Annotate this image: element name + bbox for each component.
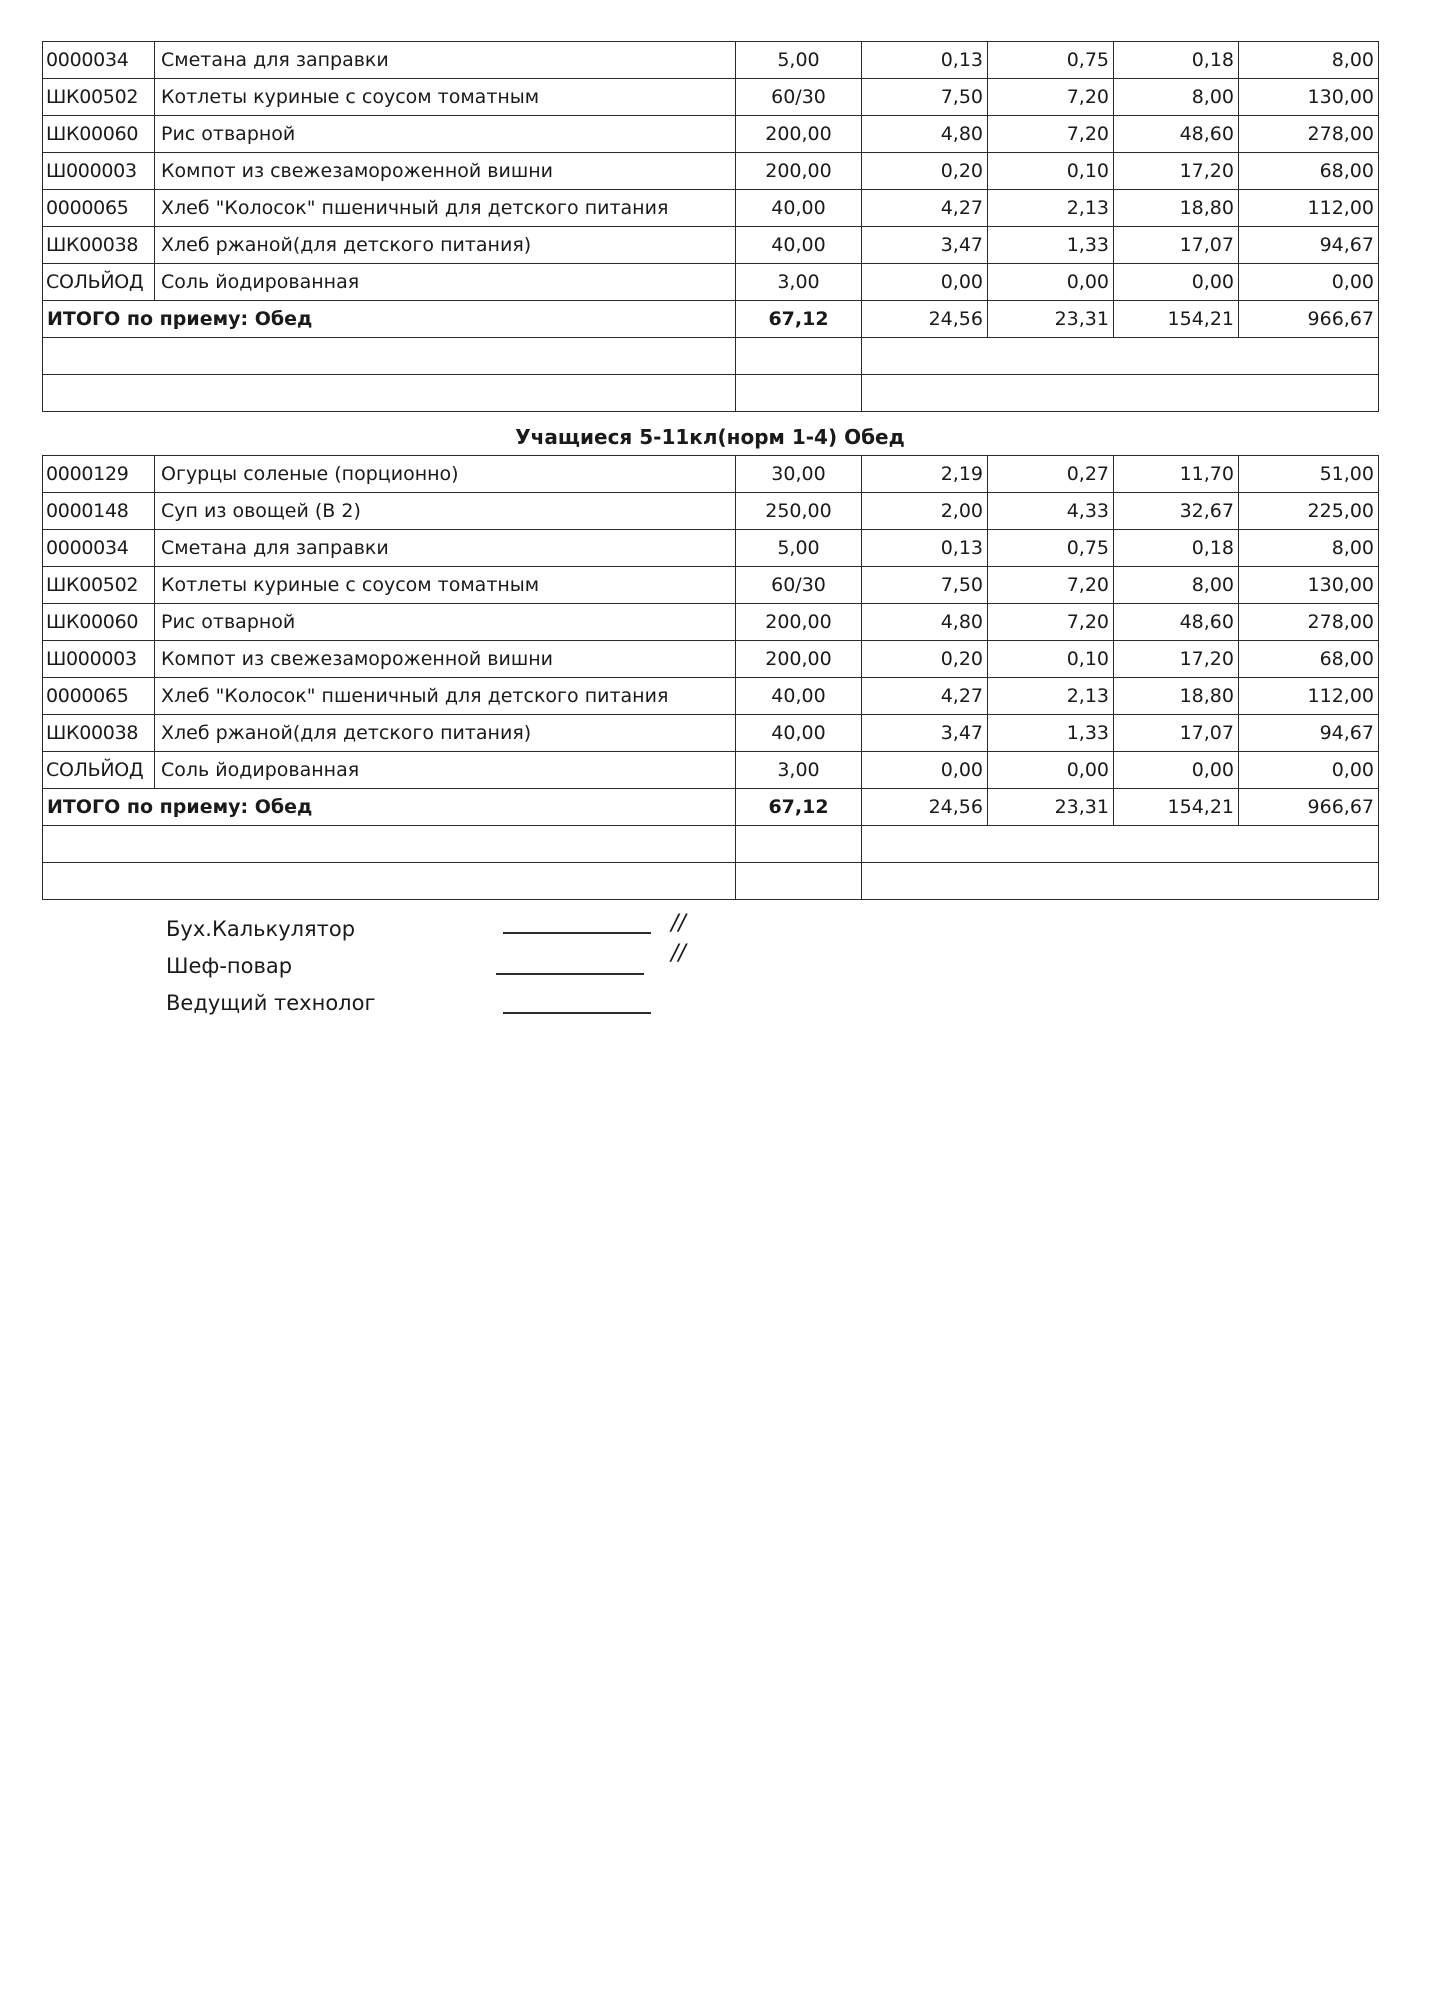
empty-row — [43, 375, 1379, 412]
empty-row — [43, 338, 1379, 375]
table-row — [43, 604, 1379, 641]
dish-name: Хлеб "Колосок" пшеничный для детского питания — [155, 678, 736, 715]
dish-fat: 2,13 — [988, 678, 1114, 715]
table-row — [43, 264, 1379, 301]
dish-yield: 40,00 — [736, 715, 862, 752]
dish-fat: 7,20 — [988, 79, 1114, 116]
dish-yield: 5,00 — [736, 530, 862, 567]
dish-carbs: 18,80 — [1114, 190, 1239, 227]
empty-cell — [736, 375, 862, 412]
dish-carbs: 0,18 — [1114, 42, 1239, 79]
dish-code: ШК00502 — [43, 567, 155, 604]
total-fat: 23,31 — [988, 301, 1114, 338]
signature-block — [166, 912, 726, 1023]
empty-cell — [736, 826, 862, 863]
dish-code: 0000148 — [43, 493, 155, 530]
dish-fat: 0,75 — [988, 42, 1114, 79]
empty-cell — [862, 863, 1379, 900]
dish-kcal: 8,00 — [1239, 530, 1379, 567]
dish-fat: 0,00 — [988, 752, 1114, 789]
dish-name: Огурцы соленые (порционно) — [155, 456, 736, 493]
table-row — [43, 530, 1379, 567]
dish-code: ШК00502 — [43, 79, 155, 116]
dish-protein: 4,27 — [862, 190, 988, 227]
dish-code: СОЛЬЙОД — [43, 264, 155, 301]
dish-code: 0000034 — [43, 530, 155, 567]
total-label: ИТОГО по приему: Обед — [43, 789, 736, 826]
dish-name: Хлеб ржаной(для детского питания) — [155, 715, 736, 752]
dish-carbs: 17,20 — [1114, 641, 1239, 678]
dish-name: Рис отварной — [155, 116, 736, 153]
empty-cell — [43, 375, 736, 412]
total-protein: 24,56 — [862, 301, 988, 338]
dish-kcal: 112,00 — [1239, 190, 1379, 227]
signature-line — [496, 973, 644, 975]
dish-kcal: 8,00 — [1239, 42, 1379, 79]
dish-name: Котлеты куриные с соусом томатным — [155, 567, 736, 604]
dish-fat: 0,10 — [988, 153, 1114, 190]
dish-protein: 3,47 — [862, 227, 988, 264]
dish-protein: 2,19 — [862, 456, 988, 493]
table-row — [43, 116, 1379, 153]
empty-row — [43, 863, 1379, 900]
dish-protein: 7,50 — [862, 567, 988, 604]
dish-code: СОЛЬЙОД — [43, 752, 155, 789]
menu-table-lunch-1 — [42, 41, 1379, 412]
dish-carbs: 17,07 — [1114, 715, 1239, 752]
total-kcal: 966,67 — [1239, 301, 1379, 338]
empty-cell — [736, 338, 862, 375]
dish-name: Рис отварной — [155, 604, 736, 641]
total-label: ИТОГО по приему: Обед — [43, 301, 736, 338]
signature-row-chef — [166, 941, 726, 986]
dish-protein: 4,80 — [862, 116, 988, 153]
table-row — [43, 567, 1379, 604]
dish-yield: 200,00 — [736, 604, 862, 641]
dish-fat: 7,20 — [988, 567, 1114, 604]
dish-name: Суп из овощей (В 2) — [155, 493, 736, 530]
total-row — [43, 789, 1379, 826]
dish-code: ШК00038 — [43, 715, 155, 752]
total-row — [43, 301, 1379, 338]
dish-protein: 0,20 — [862, 153, 988, 190]
dish-yield: 200,00 — [736, 116, 862, 153]
dish-protein: 0,00 — [862, 752, 988, 789]
dish-yield: 200,00 — [736, 641, 862, 678]
signature-label: Шеф-повар — [166, 954, 293, 978]
total-carbs: 154,21 — [1114, 789, 1239, 826]
dish-protein: 2,00 — [862, 493, 988, 530]
dish-carbs: 0,18 — [1114, 530, 1239, 567]
dish-name: Котлеты куриные с соусом томатным — [155, 79, 736, 116]
dish-protein: 0,20 — [862, 641, 988, 678]
signature-label: Бух.Калькулятор — [166, 917, 356, 941]
dish-fat: 0,10 — [988, 641, 1114, 678]
dish-yield: 60/30 — [736, 79, 862, 116]
dish-name: Сметана для заправки — [155, 530, 736, 567]
dish-kcal: 225,00 — [1239, 493, 1379, 530]
dish-fat: 2,13 — [988, 190, 1114, 227]
dish-carbs: 0,00 — [1114, 264, 1239, 301]
total-fat: 23,31 — [988, 789, 1114, 826]
dish-kcal: 68,00 — [1239, 641, 1379, 678]
total-protein: 24,56 — [862, 789, 988, 826]
dish-code: ШК00060 — [43, 604, 155, 641]
dish-yield: 250,00 — [736, 493, 862, 530]
dish-code: 0000034 — [43, 42, 155, 79]
dish-carbs: 18,80 — [1114, 678, 1239, 715]
dish-carbs: 17,20 — [1114, 153, 1239, 190]
dish-yield: 5,00 — [736, 42, 862, 79]
menu-table-lunch-2 — [42, 455, 1379, 900]
dish-yield: 40,00 — [736, 227, 862, 264]
dish-yield: 3,00 — [736, 752, 862, 789]
dish-carbs: 48,60 — [1114, 116, 1239, 153]
dish-carbs: 8,00 — [1114, 567, 1239, 604]
table-row — [43, 641, 1379, 678]
empty-cell — [862, 375, 1379, 412]
dish-code: Ш000003 — [43, 153, 155, 190]
empty-cell — [43, 863, 736, 900]
dish-protein: 0,13 — [862, 530, 988, 567]
dish-protein: 4,80 — [862, 604, 988, 641]
table-row — [43, 153, 1379, 190]
dish-fat: 0,27 — [988, 456, 1114, 493]
dish-name: Хлеб ржаной(для детского питания) — [155, 227, 736, 264]
signature-mark: // — [671, 911, 686, 936]
dish-kcal: 278,00 — [1239, 116, 1379, 153]
total-kcal: 966,67 — [1239, 789, 1379, 826]
signature-row-accountant — [166, 912, 726, 949]
dish-yield: 60/30 — [736, 567, 862, 604]
total-yield: 67,12 — [736, 789, 862, 826]
dish-kcal: 0,00 — [1239, 752, 1379, 789]
dish-code: Ш000003 — [43, 641, 155, 678]
dish-fat: 7,20 — [988, 604, 1114, 641]
dish-code: ШК00060 — [43, 116, 155, 153]
dish-carbs: 32,67 — [1114, 493, 1239, 530]
table-row — [43, 678, 1379, 715]
dish-carbs: 8,00 — [1114, 79, 1239, 116]
dish-code: ШК00038 — [43, 227, 155, 264]
dish-kcal: 94,67 — [1239, 227, 1379, 264]
signature-label: Ведущий технолог — [166, 991, 376, 1015]
dish-protein: 7,50 — [862, 79, 988, 116]
dish-code: 0000065 — [43, 678, 155, 715]
dish-name: Компот из свежезамороженной вишни — [155, 153, 736, 190]
dish-carbs: 17,07 — [1114, 227, 1239, 264]
dish-carbs: 0,00 — [1114, 752, 1239, 789]
empty-cell — [736, 863, 862, 900]
dish-kcal: 94,67 — [1239, 715, 1379, 752]
dish-kcal: 0,00 — [1239, 264, 1379, 301]
dish-kcal: 130,00 — [1239, 79, 1379, 116]
signature-row-technologist — [166, 986, 726, 1023]
table-row — [43, 493, 1379, 530]
dish-name: Соль йодированная — [155, 752, 736, 789]
dish-carbs: 48,60 — [1114, 604, 1239, 641]
dish-yield: 40,00 — [736, 678, 862, 715]
dish-protein: 0,00 — [862, 264, 988, 301]
signature-line — [503, 932, 651, 934]
dish-kcal: 68,00 — [1239, 153, 1379, 190]
dish-fat: 4,33 — [988, 493, 1114, 530]
table-row — [43, 715, 1379, 752]
dish-fat: 0,00 — [988, 264, 1114, 301]
total-yield: 67,12 — [736, 301, 862, 338]
dish-fat: 1,33 — [988, 227, 1114, 264]
dish-carbs: 11,70 — [1114, 456, 1239, 493]
table-row — [43, 752, 1379, 789]
dish-protein: 3,47 — [862, 715, 988, 752]
dish-kcal: 51,00 — [1239, 456, 1379, 493]
empty-row — [43, 826, 1379, 863]
table-row — [43, 42, 1379, 79]
dish-yield: 200,00 — [736, 153, 862, 190]
total-carbs: 154,21 — [1114, 301, 1239, 338]
empty-cell — [43, 338, 736, 375]
dish-name: Хлеб "Колосок" пшеничный для детского питания — [155, 190, 736, 227]
dish-name: Компот из свежезамороженной вишни — [155, 641, 736, 678]
table-row — [43, 190, 1379, 227]
dish-fat: 0,75 — [988, 530, 1114, 567]
signature-line — [503, 1012, 651, 1014]
dish-protein: 4,27 — [862, 678, 988, 715]
section-title: Учащиеся 5-11кл(норм 1-4) Обед — [515, 425, 905, 449]
dish-name: Сметана для заправки — [155, 42, 736, 79]
dish-yield: 30,00 — [736, 456, 862, 493]
dish-code: 0000065 — [43, 190, 155, 227]
dish-yield: 40,00 — [736, 190, 862, 227]
dish-code: 0000129 — [43, 456, 155, 493]
empty-cell — [862, 826, 1379, 863]
dish-kcal: 130,00 — [1239, 567, 1379, 604]
dish-fat: 7,20 — [988, 116, 1114, 153]
empty-cell — [862, 338, 1379, 375]
signature-mark: // — [671, 941, 686, 966]
table-row — [43, 456, 1379, 493]
dish-name: Соль йодированная — [155, 264, 736, 301]
dish-fat: 1,33 — [988, 715, 1114, 752]
dish-kcal: 112,00 — [1239, 678, 1379, 715]
dish-protein: 0,13 — [862, 42, 988, 79]
dish-yield: 3,00 — [736, 264, 862, 301]
table-row — [43, 227, 1379, 264]
table-row — [43, 79, 1379, 116]
dish-kcal: 278,00 — [1239, 604, 1379, 641]
empty-cell — [43, 826, 736, 863]
